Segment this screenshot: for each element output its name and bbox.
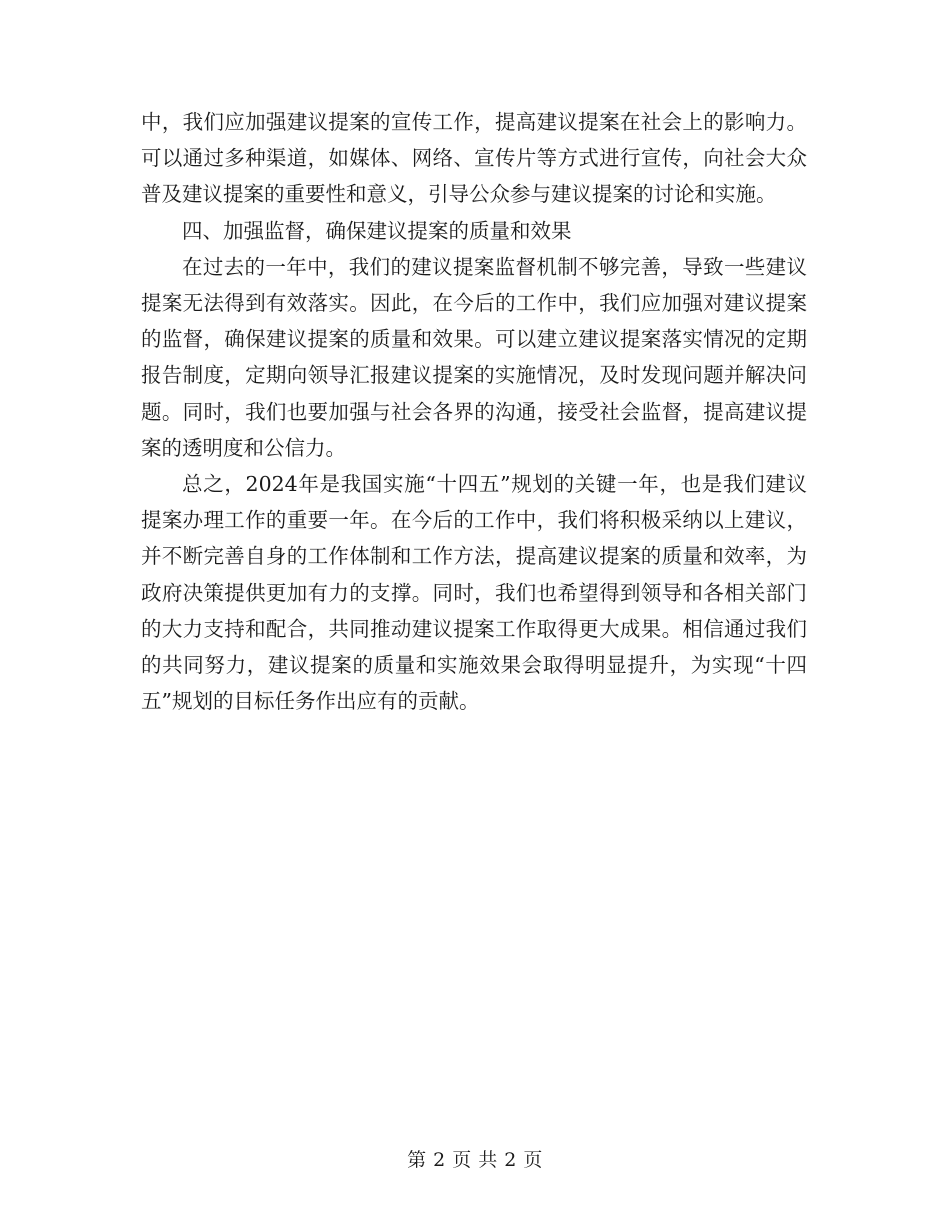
paragraph-continuation: 中，我们应加强建议提案的宣传工作，提高建议提案在社会上的影响力。可以通过多种渠道，如媒体、网络、宣传片等方式进行宣传，向社会大众普及建议提案的重要性和意义，引导公众参与建议提案的讨论和实施。	[141, 110, 807, 207]
page-footer: 第 2 页 共 2 页	[407, 1149, 543, 1171]
paragraph-conclusion: 总之，2024年是我国实施“十四五”规划的关键一年，也是我们建议提案办理工作的重要一年。在今后的工作中，我们将积极采纳以上建议，并不断完善自身的工作体制和工作方法，提高建议提案的质量和效率，为政府决策提供更加有力的支撑。同时，我们也希望得到领导和各相关部门的大力支持和配合，共同推动建议提案工作取得更大成果。相信通过我们的共同努力，建议提案的质量和实施效果会取得明显提升，为实现“十四五”规划的目标任务作出应有的贡献。	[141, 472, 807, 714]
section-heading: 四、加强监督，确保建议提案的质量和效果	[182, 218, 572, 243]
paragraph-supervision: 在过去的一年中，我们的建议提案监督机制不够完善，导致一些建议提案无法得到有效落实。因此，在今后的工作中，我们应加强对建议提案的监督，确保建议提案的质量和效果。可以建立建议提案落实情况的定期报告制度，定期向领导汇报建议提案的实施情况，及时发现问题并解决问题。同时，我们也要加强与社会各界的沟通，接受社会监督，提高建议提案的透明度和公信力。	[141, 254, 807, 460]
document-body	[141, 104, 807, 719]
